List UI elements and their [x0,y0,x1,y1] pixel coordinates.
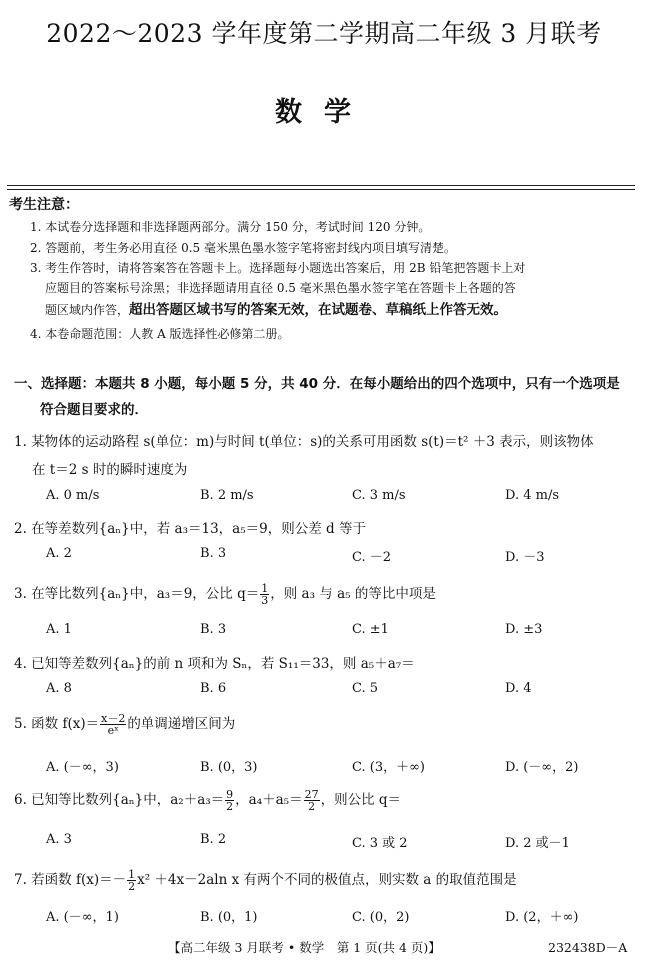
q1-option-a: A. 0 m/s [46,488,100,503]
q6-option-c: C. 3 或 2 [352,836,408,851]
q3-fraction [260,583,269,606]
note-3-line-1: 3. 考生作答时，请将答案答在答题卡上。选择题每小题选出答案后，用 2B 铅笔把答题卡上对 [30,261,526,275]
q6-option-d: D. 2 或－1 [505,836,570,851]
q2-option-a: A. 2 [46,546,72,561]
q5-option-d: D. (－∞，2) [505,760,579,775]
section-heading-line-2: 符合题目要求的． [40,402,148,418]
subject-title: 数学 [275,97,373,128]
q5-stem-post: 的单调递增区间为 [127,716,236,732]
q6-option-b: B. 2 [200,832,227,847]
note-3-plain: 题区域内作答， [45,303,130,317]
q6-fraction-1-numerator: 9 [226,788,234,801]
exam-title: 2022～2023 学年度第二学期高二年级 3 月联考 [46,19,602,48]
q3-fraction-numerator: 1 [261,582,269,595]
q7-fraction-denominator: 2 [128,880,136,893]
q7-option-b: B. (0，1) [200,910,258,925]
notes-heading: 考生注意： [9,197,79,213]
q1-line-2: 在 t＝2 s 时的瞬时速度为 [32,462,188,478]
note-3-line-3 [45,298,507,318]
q1-line-1: 1. 某物体的运动路程 s(单位：m)与时间 t(单位：s)的关系可用函数 s(t)＝t² ＋3 表示，则该物体 [14,434,594,450]
q6-stem-mid: ，a₄＋a₅＝ [235,792,303,808]
q7-option-c: C. (0，2) [352,910,410,925]
q4-stem: 4. 已知等差数列{aₙ}的前 n 项和为 Sₙ，若 S₁₁＝33，则 a₅＋a₇＝ [14,656,415,672]
q6-stem [14,788,401,812]
divider-thin [7,189,635,190]
q7-fraction-numerator: 1 [128,868,136,881]
q6-fraction-2 [304,789,320,812]
q7-option-a: A. (－∞，1) [46,910,119,925]
q5-fraction-numerator: x－2 [101,712,126,725]
q5-option-c: C. (3，＋∞) [352,760,425,775]
q2-option-c: C. －2 [352,550,392,565]
q6-fraction-2-numerator: 27 [304,788,319,801]
q3-option-c: C. ±1 [352,622,389,637]
page-footer: 【高二年级 3 月联考 • 数学 第 1 页(共 4 页)】 [168,940,441,955]
q5-fraction [100,713,126,736]
q7-stem [14,868,517,892]
q4-option-c: C. 5 [352,681,379,696]
q7-stem-post: x² ＋4x－2aln x 有两个不同的极值点，则实数 a 的取值范围是 [137,872,517,888]
q7-fraction [127,869,136,892]
exam-code: 232438D－A [548,940,628,955]
q3-stem-pre: 3. 在等比数列{aₙ}中，a₃＝9，公比 q＝ [14,586,260,602]
note-1: 1. 本试卷分选择题和非选择题两部分。满分 150 分，考试时间 120 分钟。 [30,220,431,234]
q4-option-b: B. 6 [200,681,227,696]
q3-stem-post: ，则 a₃ 与 a₅ 的等比中项是 [270,586,436,602]
q2-option-d: D. －3 [505,550,545,565]
q7-option-d: D. (2，＋∞) [505,910,579,925]
note-3-bold: 超出答题区域书写的答案无效，在试题卷、草稿纸上作答无效。 [129,302,508,318]
note-2: 2. 答题前，考生务必用直径 0.5 毫米黑色墨水签字笔将密封线内项目填写清楚。 [30,241,456,255]
note-3-line-2: 应题目的答案标号涂黑；非选择题请用直径 0.5 毫米黑色墨水签字笔在答题卡上各题的答 [45,281,516,295]
q7-stem-pre: 7. 若函数 f(x)＝－ [14,872,127,888]
q3-stem [14,582,436,606]
q6-stem-pre: 6. 已知等比数列{aₙ}中，a₂＋a₃＝ [14,792,225,808]
q4-option-d: D. 4 [505,681,532,696]
q5-stem-pre: 5. 函数 f(x)＝ [14,716,100,732]
divider-thick [7,185,635,186]
q5-stem [14,712,235,736]
q6-fraction-1-denominator: 2 [226,800,234,813]
q6-stem-post: ，则公比 q＝ [320,792,402,808]
q5-option-a: A. (－∞，3) [46,760,119,775]
section-heading-line-1: 一、选择题：本题共 8 小题，每小题 5 分，共 40 分．在每小题给出的四个选项中，只有一个选项是 [14,376,620,392]
q6-option-a: A. 3 [46,832,72,847]
q6-fraction-2-denominator: 2 [308,800,316,813]
q5-option-b: B. (0，3) [200,760,258,775]
q1-option-d: D. 4 m/s [505,488,560,503]
q3-option-d: D. ±3 [505,622,543,637]
q2-option-b: B. 3 [200,546,227,561]
q6-fraction-1 [225,789,234,812]
q3-fraction-denominator: 3 [261,594,269,607]
q2-stem: 2. 在等差数列{aₙ}中，若 a₃＝13，a₅＝9，则公差 d 等于 [14,521,366,537]
q5-fraction-denominator: eˣ [107,724,119,737]
q3-option-a: A. 1 [46,622,72,637]
note-4: 4. 本卷命题范围：人教 A 版选择性必修第二册。 [30,327,290,341]
q1-option-c: C. 3 m/s [352,488,406,503]
q1-option-b: B. 2 m/s [200,488,254,503]
q3-option-b: B. 3 [200,622,227,637]
q4-option-a: A. 8 [46,681,72,696]
